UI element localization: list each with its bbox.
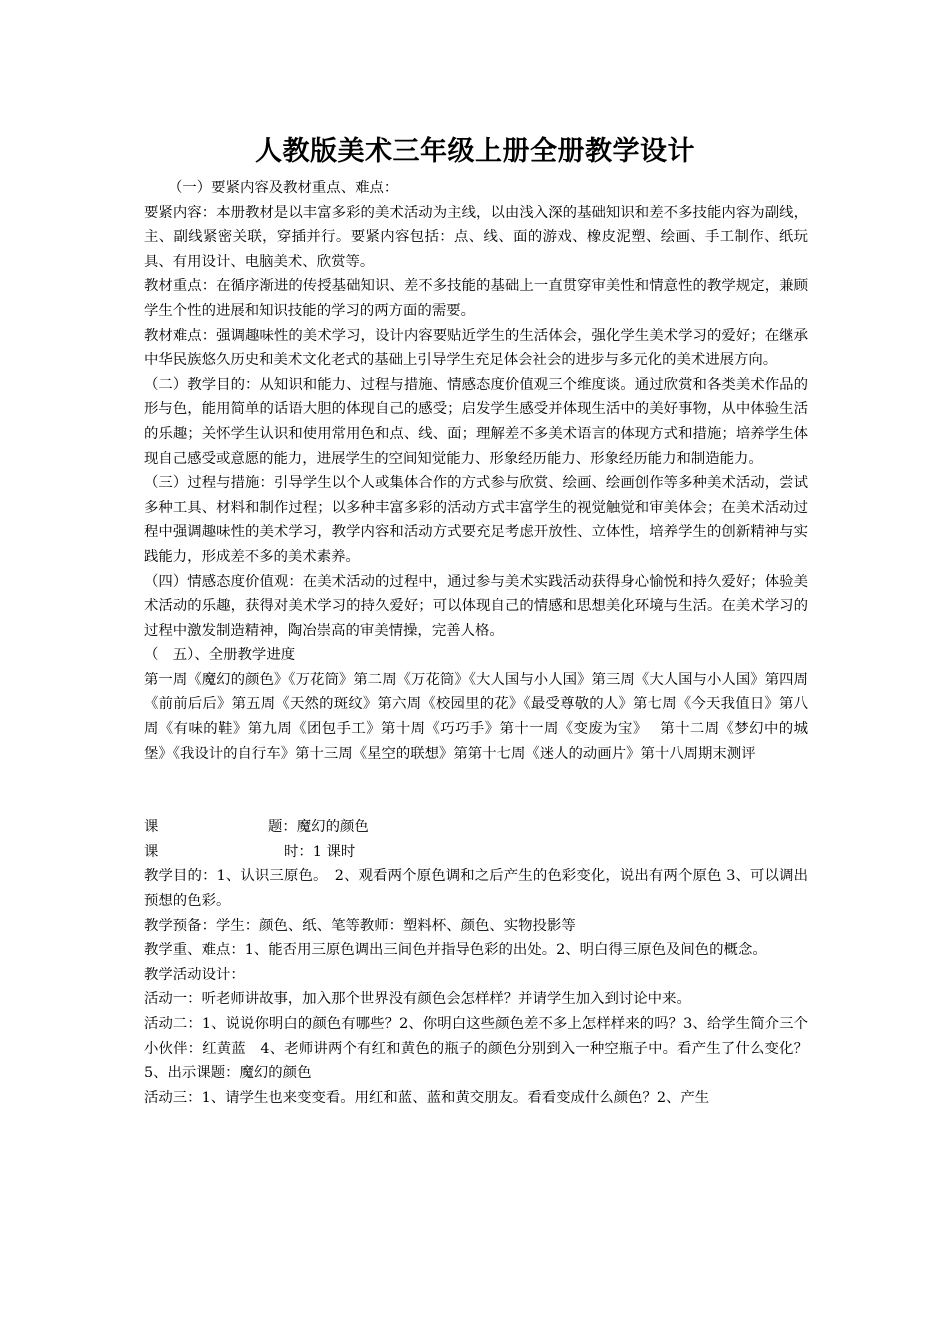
main-content-paragraph: 要紧内容：本册教材是以丰富多彩的美术活动为主线，以由浅入深的基础知识和差不多技能内容为副线，主、副线紧密关联，穿插并行。要紧内容包括：点、线、面的游戏、橡皮泥塑、绘画、手工制作、纸玩具、有用设计、电脑美术、欣赏等。 xyxy=(144,204,808,270)
activity1-paragraph: 活动一：听老师讲故事，加入那个世界没有颜色会怎样样？并请学生加入到讨论中来。 xyxy=(144,991,691,1008)
activity-design-heading: 教学活动设计： xyxy=(144,966,245,983)
objectives-paragraph: 教学目的：1、认识三原色。 2、观看两个原色调和之后产生的色彩变化，说出有两个原色 3、可以调出预想的色彩。 xyxy=(144,868,808,910)
lesson-hours-prefix: 课 xyxy=(144,843,159,860)
section4-paragraph: （四）情感态度价值观：在美术活动的过程中，通过参与美术实践活动获得身心愉悦和持久爱好；体验美术活动的乐趣，获得对美术学习的持久爱好；可以体现自己的情感和思想美化环境与生活。在美术学习的过程中激发制造精神，陶冶崇高的审美情操，完善人格。 xyxy=(144,573,808,639)
section5-heading: （ 五）、全册教学进度 xyxy=(144,647,296,664)
activity3-paragraph: 活动三：1、请学生也来变变看。用红和蓝、蓝和黄交朋友。看看变成什么颜色？2、产生 xyxy=(144,1089,710,1106)
section1-heading: （一）要紧内容及教材重点、难点： xyxy=(168,180,399,196)
section-spacer xyxy=(144,766,808,815)
key-difficult-paragraph: 教学重、难点：1、能否用三原色调出三间色并指导色彩的出处。2、明白得三原色及间色的概念。 xyxy=(144,942,767,959)
lesson-title-prefix: 课 xyxy=(144,819,159,836)
section2-paragraph: （二）教学目的：从知识和能力、过程与措施、情感态度价值观三个维度谈。通过欣赏和各类美术作品的形与色，能用简单的话语大胆的体现自己的感受；启发学生感受并体现生活中的美好事物，从中体验生活的乐趣；关怀学生认识和使用常用色和点、线、面；理解差不多美术语言的体现方式和措施；培养学生体现自己感受或意愿的能力，进展学生的空间知觉能力、形象经历能力、形象经历能力和制造能力。 xyxy=(144,376,808,467)
document-title: 人教版美术三年级上册全册教学设计 xyxy=(255,136,695,167)
lesson-hours-value: 时：1 课时 xyxy=(284,843,356,860)
lesson-hours-line xyxy=(144,840,808,865)
document-body xyxy=(144,176,808,1110)
section3-paragraph: （三）过程与措施：引导学生以个人或集体合作的方式参与欣赏、绘画、绘画创作等多种美术活动，尝试多种工具、材料和制作过程；以多种丰富多彩的活动方式丰富学生的视觉触觉和审美体会；在美术活动过程中强调趣味性的美术学习，教学内容和活动方式要充足考虑开放性、立体性，培养学生的创新精神与实践能力，形成差不多的美术素养。 xyxy=(144,475,808,565)
schedule-paragraph: 第一周《魔幻的颜色》《万花筒》第二周《万花筒》《大人国与小人国》第三周《大人国与小人国》第四周《前前后后》第五周《天然的斑纹》第六周《校园里的花》《最受尊敬的人》第七周《今天我值日》第八周《有味的鞋》第九周《团包手工》第十周《巧巧手》第十一周《变废为宝》 第十二周《梦幻中的城堡》《我设计的自行车》第十三周《星空的联想》第第十七周《迷人的动画片》第十八周期末测评 xyxy=(144,671,808,762)
difficulties-paragraph: 教材难点：强调趣味性的美术学习，设计内容要贴近学生的生活体会，强化学生美术学习的爱好；在继承中华民族悠久历史和美术文化老式的基础上引导学生充足体会社会的进步与多元化的美术进展方向。 xyxy=(144,327,808,369)
preparation-paragraph: 教学预备：学生：颜色、纸、笔等教师：塑料杯、颜色、实物投影等 xyxy=(144,917,576,934)
activity2-paragraph: 活动二：1、说说你明白的颜色有哪些？2、你明白这些颜色差不多上怎样样来的吗？3、给学生简介三个小伙伴：红黄蓝 4、老师讲两个有红和黄色的瓶子的颜色分别到入一种空瓶子中。看产生了什么变化？5、出示课题：魔幻的颜色 xyxy=(144,1016,808,1082)
lesson-title-value: 题：魔幻的颜色 xyxy=(268,819,369,836)
lesson-title-line xyxy=(144,815,808,840)
key-points-paragraph: 教材重点：在循序渐进的传授基础知识、差不多技能的基础上一直贯穿审美性和情意性的教学规定，兼顾学生个性的进展和知识技能的学习的两方面的需要。 xyxy=(144,278,808,319)
